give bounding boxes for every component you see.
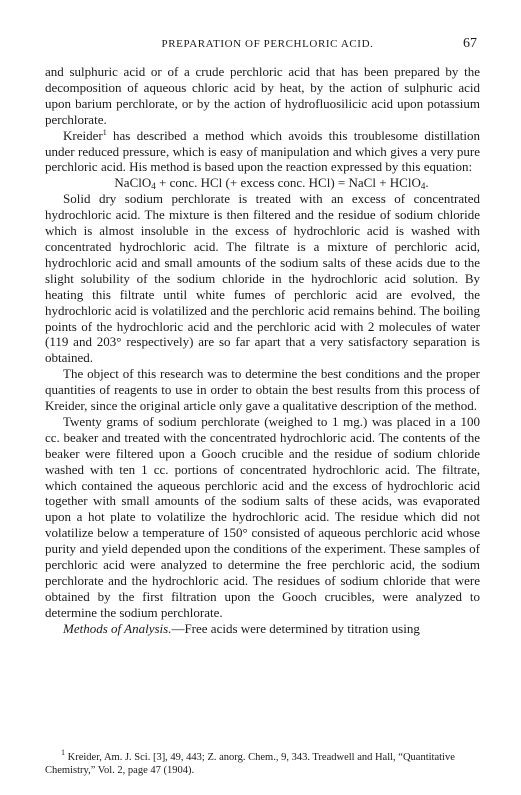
author-name: Kreider <box>63 127 103 143</box>
paragraph-methods-of-analysis <box>45 621 480 637</box>
paragraph-text: —Free acids were determined by titration using <box>171 620 420 636</box>
footnote-marker: 1 <box>61 748 65 757</box>
paragraph-experiment: Twenty grams of sodium perchlorate (weighed to 1 mg.) was placed in a 100 cc. beaker and treated with the concentrated hydrochloric acid. The contents of the beaker were filtered upon a Gooch crucible and the residue of sodium chloride washed with ten 1 cc. portions of concentrated hydrochloric acid. The filtrate, which contained the aqueous perchloric acid and the excess of hydrochloric acid together with small amounts of the sodium salts of these acids, was evaporated upon a hot plate to volatilize the hydrochloric acid. The residue which did not volatilize below a temperature of 150° consisted of aqueous perchloric acid whose purity and yield depended upon the conditions of the experiment. These samples of perchloric acid were analyzed to determine the free perchloric acid, the sodium perchlorate and the hydrochloric acid. The residues of sodium chloride that were obtained by the first filtration upon the Gooch crucibles, were analyzed to determine the sodium perchlorate. <box>45 413 480 620</box>
subscript: 4 <box>151 181 156 192</box>
paragraph-research-object: The object of this research was to determine the best conditions and the proper quantities of reagents to use in order to obtain the best results from this process of Kreider, since the original article only gave a qualitative description of the method. <box>45 366 480 414</box>
running-title: PREPARATION OF PERCHLORIC ACID. <box>161 38 374 50</box>
subscript: 4 <box>420 181 426 192</box>
paragraph-kreider-method <box>45 128 480 176</box>
equation-reactant: NaClO <box>114 175 152 191</box>
reaction-equation <box>45 175 480 191</box>
footnote-reference: 1 <box>102 127 107 137</box>
equation-middle: + conc. HCl (+ excess conc. HCl) = NaCl + HClO <box>155 175 421 191</box>
paragraph-text: has described a method which avoids this troublesome distillation under reduced pressure, which is easy of manipulation and which gives a very pure perchloric acid. His method is based upon the reaction expressed by this equation: <box>45 127 480 175</box>
running-header <box>58 38 477 54</box>
page-number: 67 <box>463 36 477 51</box>
paragraph-procedure-overview: Solid dry sodium perchlorate is treated with an excess of concentrated hydrochloric acid. The mixture is then filtered and the residue of sodium chloride which is almost insoluble in the excess of hydrochloric acid is washed with concentrated hydrochloric acid. The filtrate is a mixture of perchloric acid, hydrochloric acid and small amounts of the sodium salts of these acids due to the slight solubility of the sodium chloride in the hydrochloric acid solution. By heating this filtrate until white fumes of perchloric acid are evolved, the hydrochloric acid is volatilized and the perchloric acid remains behind. The boiling points of the hydrochloric acid and the perchloric acid with 2 molecules of water (119 and 203° respectively) are so far apart that a very satisfactory separation is obtained. <box>45 191 480 366</box>
section-heading: Methods of Analysis. <box>63 620 172 636</box>
article-body <box>45 64 480 637</box>
paragraph-continued: and sulphuric acid or of a crude perchloric acid that has been prepared by the decomposition of aqueous chloric acid by heat, by the action of sulphuric acid upon barium perchlorate, or by the action of hydrofluosilicic acid upon potassium perchlorate. <box>45 64 480 127</box>
footnote-text <box>45 748 480 777</box>
footnote <box>45 748 480 777</box>
footnote-body: Kreider, Am. J. Sci. [3], 49, 443; Z. anorg. Chem., 9, 343. Treadwell and Hall, “Quantitative Chemistry,” Vol. 2, page 47 (1904). <box>45 752 455 776</box>
equation-end: . <box>425 175 429 191</box>
